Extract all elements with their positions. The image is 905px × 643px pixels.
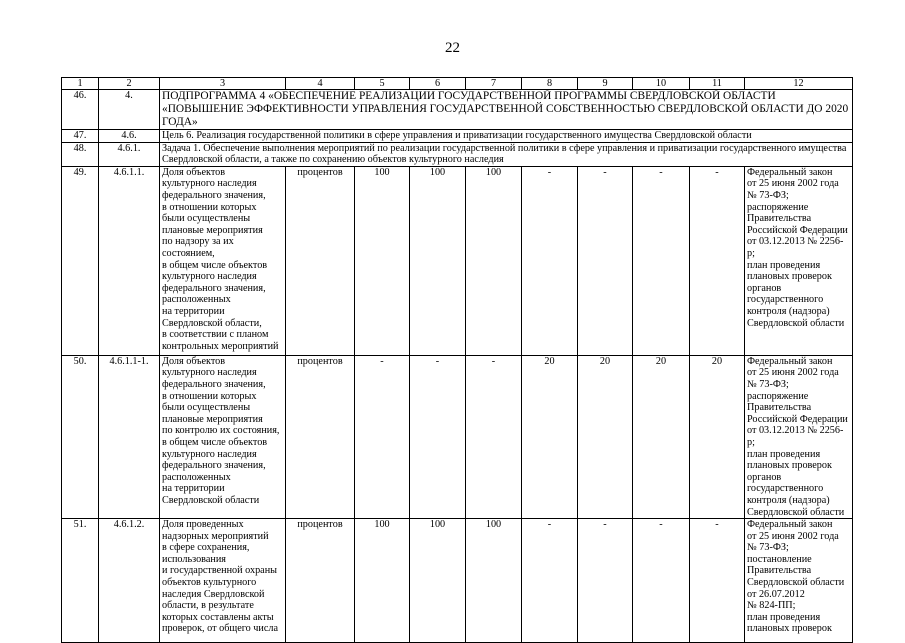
value-cell: -	[410, 355, 466, 518]
value-cell: 100	[410, 519, 466, 643]
column-number-row	[62, 78, 853, 90]
column-number: 3	[160, 78, 286, 90]
row-number: 46.	[62, 90, 99, 130]
unit: процентов	[286, 355, 355, 518]
column-number: 1	[62, 78, 99, 90]
value-cell: 20	[690, 355, 745, 518]
value-cell: -	[633, 519, 690, 643]
value-cell: 100	[410, 166, 466, 355]
column-number: 6	[410, 78, 466, 90]
row-code: 4.6.1.	[99, 142, 160, 166]
indicator-row	[62, 519, 853, 643]
row-number: 47.	[62, 130, 99, 143]
subprogram-row	[62, 90, 853, 130]
indicator-name: Доля объектов культурного наследия федерального значения, в отношении которых были осуществлены плановые мероприятия по контролю их состояния, в общем числе объектов культурного наследия федерального значения, расположенных на территории Свердловской области	[160, 355, 286, 518]
column-number: 9	[578, 78, 633, 90]
source-document: Федеральный закон от 25 июня 2002 года № 73-ФЗ; постановление Правительства Свердловской области от 26.07.2012 № 824-ПП; план проведения плановых проверок	[745, 519, 853, 643]
goal-text: Цель 6. Реализация государственной политики в сфере управления и приватизации государственного имущества Свердловской области	[160, 130, 853, 143]
column-number: 8	[522, 78, 578, 90]
column-number: 7	[466, 78, 522, 90]
task-text: Задача 1. Обеспечение выполнения мероприятий по реализации государственной политики в сфере управления и приватизации государственного имущества Свердловской области, а также по сохранению объектов культурного наследия	[160, 142, 853, 166]
value-cell: 100	[466, 519, 522, 643]
row-number: 48.	[62, 142, 99, 166]
value-cell: -	[355, 355, 410, 518]
goal-row	[62, 130, 853, 143]
column-number: 2	[99, 78, 160, 90]
value-cell: 20	[633, 355, 690, 518]
row-code: 4.6.1.1.	[99, 166, 160, 355]
row-code: 4.6.	[99, 130, 160, 143]
value-cell: -	[690, 519, 745, 643]
indicator-name: Доля проведенных надзорных мероприятий в сфере сохранения, использования и государственной охраны объектов культурного наследия Свердловской области, в результате которых составлены акты проверок, от общего числа	[160, 519, 286, 643]
value-cell: -	[690, 166, 745, 355]
subprogram-title: ПОДПРОГРАММА 4 «ОБЕСПЕЧЕНИЕ РЕАЛИЗАЦИИ ГОСУДАРСТВЕННОЙ ПРОГРАММЫ СВЕРДЛОВСКОЙ ОБЛАСТИ «ПОВЫШЕНИЕ ЭФФЕКТИВНОСТИ УПРАВЛЕНИЯ ГОСУДАРСТВЕННОЙ СОБСТВЕННОСТЬЮ СВЕРДЛОВСКОЙ ОБЛАСТИ ДО 2020 ГОДА»	[160, 90, 853, 130]
page-number: 22	[445, 40, 460, 56]
value-cell: -	[633, 166, 690, 355]
column-number: 12	[745, 78, 853, 90]
indicator-row	[62, 355, 853, 518]
task-row	[62, 142, 853, 166]
column-number: 5	[355, 78, 410, 90]
column-number: 10	[633, 78, 690, 90]
indicator-row	[62, 166, 853, 355]
row-code: 4.6.1.2.	[99, 519, 160, 643]
value-cell: 100	[466, 166, 522, 355]
indicator-name: Доля объектов культурного наследия федерального значения, в отношении которых были осуществлены плановые мероприятия по надзору за их состоянием, в общем числе объектов культурного наследия федерального значения, расположенных на территории Свердловской области, в соответствии с планом контрольных мероприятий	[160, 166, 286, 355]
row-code: 4.	[99, 90, 160, 130]
row-number: 51.	[62, 519, 99, 643]
column-number: 4	[286, 78, 355, 90]
row-code: 4.6.1.1-1.	[99, 355, 160, 518]
row-number: 49.	[62, 166, 99, 355]
value-cell: 20	[578, 355, 633, 518]
row-number: 50.	[62, 355, 99, 518]
unit: процентов	[286, 166, 355, 355]
indicators-table	[61, 77, 853, 643]
value-cell: 20	[522, 355, 578, 518]
value-cell: -	[522, 519, 578, 643]
value-cell: -	[578, 166, 633, 355]
column-number: 11	[690, 78, 745, 90]
value-cell: 100	[355, 519, 410, 643]
value-cell: -	[522, 166, 578, 355]
value-cell: -	[466, 355, 522, 518]
unit: процентов	[286, 519, 355, 643]
value-cell: -	[578, 519, 633, 643]
source-document: Федеральный закон от 25 июня 2002 года № 73-ФЗ; распоряжение Правительства Российской Федерации от 03.12.2013 № 2256-р; план проведения плановых проверок органов государственного контроля (надзора) Свердловской области	[745, 166, 853, 355]
value-cell: 100	[355, 166, 410, 355]
source-document: Федеральный закон от 25 июня 2002 года № 73-ФЗ; распоряжение Правительства Российской Федерации от 03.12.2013 № 2256-р; план проведения плановых проверок органов государственного контроля (надзора) Свердловской области	[745, 355, 853, 518]
